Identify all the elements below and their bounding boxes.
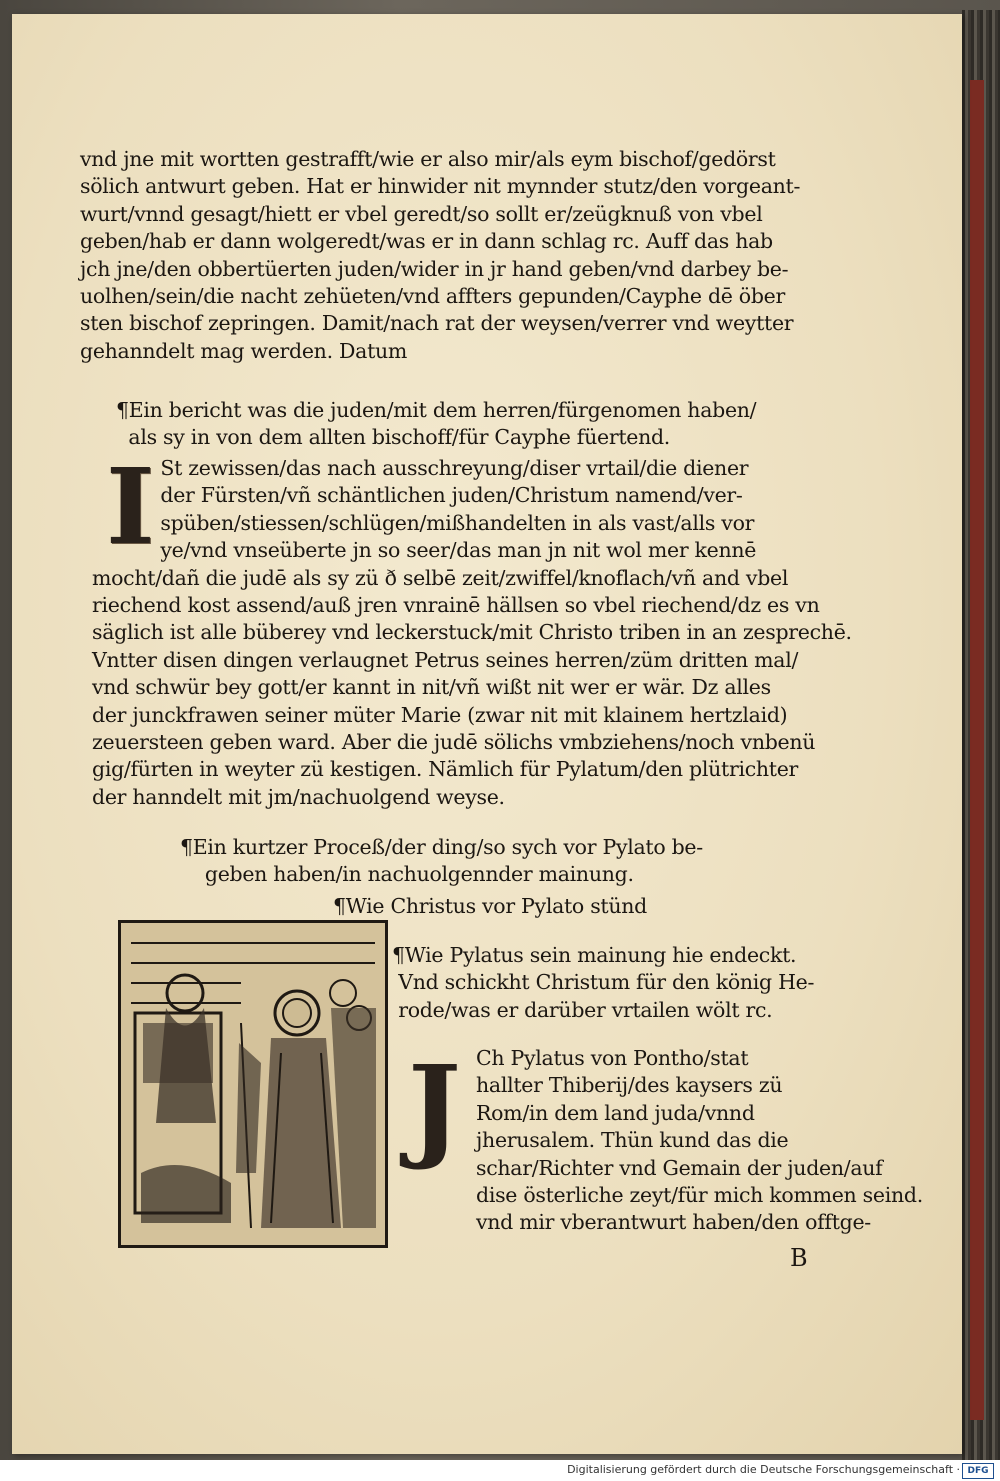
text-line: gehanndelt mag werden. Datum bbox=[80, 338, 408, 363]
decorated-initial-j: J bbox=[408, 1042, 461, 1173]
text-block-pilate bbox=[476, 1045, 923, 1237]
text-line: ¶Ein kurtzer Proceß/der ding/so sych vor Pylato be- bbox=[180, 835, 703, 859]
text-line: geben haben/in nachuolgennder mainung. bbox=[180, 862, 634, 887]
text-line: ¶Ein bericht was die juden/mit dem herren/fürgenomen haben/ bbox=[116, 398, 757, 422]
text-line: säglich ist alle büberey vnd leckerstuck/mit Christo triben in an zesprechē. bbox=[92, 620, 852, 645]
woodcut-illustration bbox=[118, 920, 388, 1248]
signature-mark: B bbox=[790, 1244, 808, 1272]
text-line: der hanndelt mit jm/nachuolgend weyse. bbox=[92, 784, 505, 809]
woodcut-caption: ¶Wie Christus vor Pylato stünd bbox=[333, 894, 647, 918]
text-line: mocht/dañ die judē als sy zü ð selbē zeit/zwiffel/knoflach/vñ and vbel bbox=[92, 565, 789, 590]
text-line: sölich antwurt geben. Hat er hinwider nit mynnder stutz/den vorgeant- bbox=[80, 174, 801, 199]
text-line: sten bischof zepringen. Damit/nach rat der weysen/verrer vnd weytter bbox=[80, 311, 794, 336]
text-line: Rom/in dem land juda/vnnd bbox=[476, 1100, 755, 1125]
text-line: jherusalem. Thün kund das die bbox=[476, 1128, 789, 1153]
text-block-main bbox=[92, 455, 852, 811]
woodcut-christ-before-pilate-image bbox=[121, 923, 385, 1245]
footer-credit: Digitalisierung gefördert durch die Deutsche Forschungsgemeinschaft · bbox=[567, 1463, 960, 1476]
text-line: zeuersteen geben ward. Aber die judē sölichs vmbziehens/noch vnbenü bbox=[92, 730, 816, 755]
book-edge bbox=[962, 10, 1000, 1460]
text-line: schar/Richter vnd Gemain der juden/auf bbox=[476, 1155, 883, 1180]
text-line: Ch Pylatus von Pontho/stat bbox=[476, 1046, 749, 1070]
text-block-opening bbox=[80, 146, 800, 365]
text-line: hallter Thiberij/des kaysers zü bbox=[476, 1073, 783, 1098]
text-line: jch jne/den obbertüerten juden/wider in jr hand geben/vnd darbey be- bbox=[80, 256, 789, 281]
text-line: rode/was er darüber vrtailen wölt rc. bbox=[392, 997, 773, 1022]
binding-strip bbox=[970, 80, 984, 1420]
footer-bar bbox=[0, 1460, 1000, 1481]
text-line: St zewissen/das nach ausschreyung/diser vrtail/die diener bbox=[92, 456, 749, 480]
dfg-logo-icon[interactable]: DFG bbox=[962, 1463, 994, 1479]
text-line: Vnd schickht Christum für den könig He- bbox=[392, 970, 815, 995]
text-line: ¶Wie Pylatus sein mainung hie endeckt. bbox=[392, 943, 797, 967]
heading-process bbox=[180, 834, 703, 889]
heading-bericht bbox=[116, 397, 756, 452]
text-line: vnd mir vberantwurt haben/den offtge- bbox=[476, 1210, 871, 1235]
text-line: spüben/stiessen/schlügen/mißhandelten in als vast/alls vor bbox=[92, 510, 755, 535]
text-line: als sy in von dem allten bischoff/für Cayphe füertend. bbox=[116, 425, 671, 450]
text-line: gig/fürten in weyter zü kestigen. Nämlich für Pylatum/den plütrichter bbox=[92, 757, 799, 782]
text-line: dise österliche zeyt/für mich kommen seind. bbox=[476, 1183, 923, 1208]
text-line: uolhen/sein/die nacht zehüeten/vnd affters gepunden/Cayphe dē öber bbox=[80, 284, 786, 309]
text-line: der Fürsten/vñ schäntlichen juden/Christum namend/ver- bbox=[92, 483, 743, 508]
text-line: geben/hab er dann wolgeredt/was er in dann schlag rc. Auff das hab bbox=[80, 229, 773, 254]
text-line: Vntter disen dingen verlaugnet Petrus seines herren/züm dritten mal/ bbox=[92, 647, 799, 672]
text-line: wurt/vnnd gesagt/hiett er vbel geredt/so sollt er/zeügknuß von vbel bbox=[80, 201, 763, 226]
text-line: ye/vnd vnseüberte jn so seer/das man jn nit wol mer kennē bbox=[92, 538, 757, 563]
text-line: der junckfrawen seiner müter Marie (zwar nit mit klainem hertzlaid) bbox=[92, 702, 788, 727]
text-line: vnd jne mit wortten gestrafft/wie er also mir/als eym bischof/gedörst bbox=[80, 147, 776, 171]
text-line: vnd schwür bey gott/er kannt in nit/vñ wißt nit wer er wär. Dz alles bbox=[92, 675, 771, 700]
heading-pilate bbox=[392, 942, 814, 1024]
decorated-initial-i: I bbox=[106, 455, 168, 563]
text-line: riechend kost assend/auß jren vnrainē hällsen so vbel riechend/dz es vn bbox=[92, 593, 820, 618]
